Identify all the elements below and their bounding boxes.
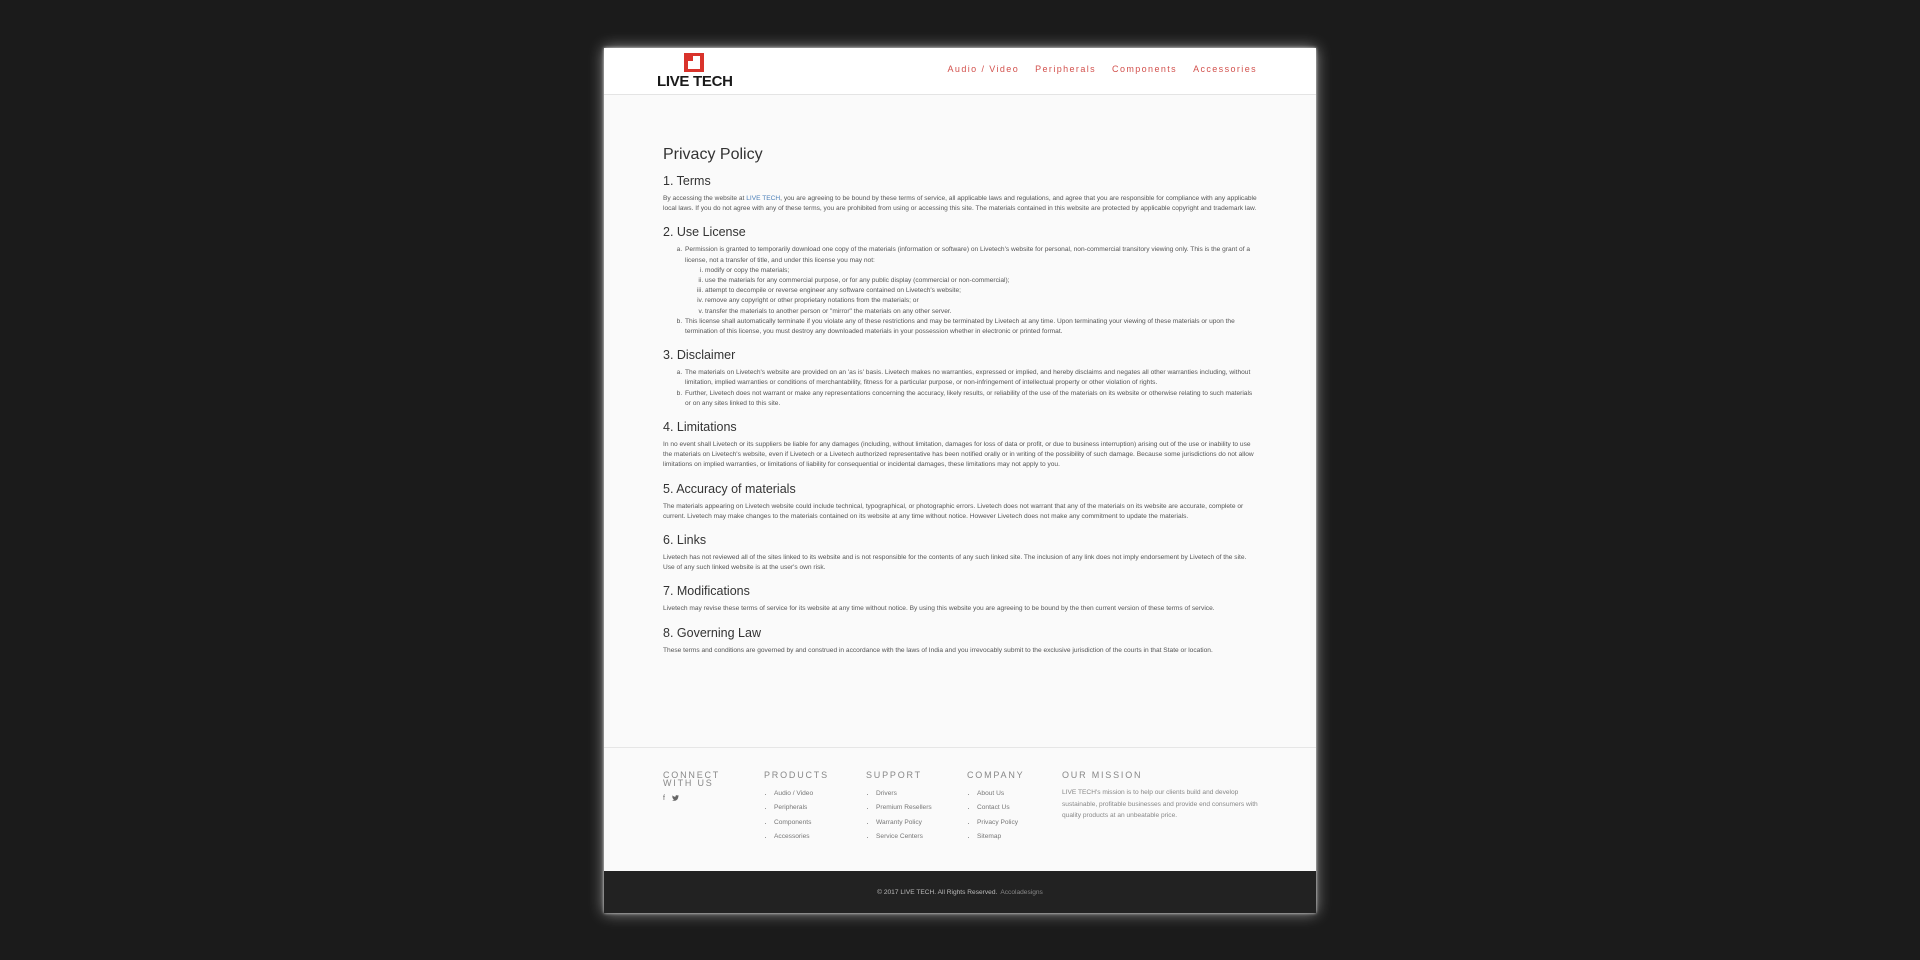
footer-heading-line: CONNECT xyxy=(663,770,721,780)
footer-products xyxy=(764,771,829,844)
list-item: v. transfer the materials to another person or "mirror" the materials on any other server. xyxy=(705,307,1257,317)
list-item-text: Permission is granted to temporarily download one copy of the materials (information or software) on Livetech's website for personal, non-commercial transitory viewing only. This is the grant of a license, not a transfer of title, and under this license you may not: xyxy=(685,246,1251,264)
footer-list xyxy=(866,787,932,844)
section-modifications xyxy=(663,583,1257,614)
section-text xyxy=(663,194,1257,214)
list-item: a. The materials on Livetech's website are provided on an 'as is' basis. Livetech makes no warranties, expressed or implied, and hereby disclaims and negates all other warranties including, without limitation, implied warranties or conditions of merchantability, fitness for a particular purpose, or non-infringement of intellectual property or other violation of rights. xyxy=(684,368,1257,388)
logo-mark-icon xyxy=(684,53,704,72)
footer-link[interactable]: • Contact Us xyxy=(977,801,1024,815)
footer-link[interactable]: • Peripherals xyxy=(774,801,829,815)
footer-support xyxy=(866,771,932,844)
footer-link[interactable]: • Accessories xyxy=(774,830,829,844)
footer-company xyxy=(967,771,1024,844)
list-item: iv. remove any copyright or other proprietary notations from the materials; or xyxy=(705,296,1257,306)
policy-content xyxy=(663,145,1257,666)
footer-mission xyxy=(1062,771,1262,822)
social-links xyxy=(663,795,720,803)
list-item: iii. attempt to decompile or reverse engineer any software contained on Livetech's website; xyxy=(705,286,1257,296)
section-heading: 1. Terms xyxy=(663,174,711,188)
page-title: Privacy Policy xyxy=(663,146,763,163)
footer-list xyxy=(764,787,829,844)
footer-link[interactable]: • Sitemap xyxy=(977,830,1024,844)
section-heading: 3. Disclaimer xyxy=(663,348,736,363)
main-nav xyxy=(948,64,1257,74)
designer-credit-link[interactable]: Accoladesigns xyxy=(1000,888,1043,896)
brand-name: LIVE TECH xyxy=(657,73,733,90)
section-text: Livetech may revise these terms of service for its website at any time without notice. By using this website you are agreeing to be bound by the then current version of these terms of service. xyxy=(663,605,1215,613)
list-item: b. This license shall automatically terminate if you violate any of these restrictions and may be terminated by Livetech at any time. Upon terminating your viewing of these materials or upon the termination of this license, you must destroy any downloaded materials in your possession whether in electronic or printed format. xyxy=(684,317,1257,337)
footer-link[interactable]: • Privacy Policy xyxy=(977,816,1024,830)
section-terms xyxy=(663,173,1257,214)
terms-text-end: , you are agreeing to be bound by these terms of service, all applicable laws and regulations, and agree that you are responsible for compliance with any applicable local laws. If you do not agree with any of these terms, you are prohibited from using or accessing this site. The materials contained in this website are protected by applicable copyright and trademark law. xyxy=(663,195,1257,213)
site-link[interactable]: LIVE TECH xyxy=(746,195,781,202)
disclaimer-list xyxy=(663,368,1257,409)
nav-accessories[interactable]: Accessories xyxy=(1193,64,1257,74)
list-item: i. modify or copy the materials; xyxy=(705,266,1257,276)
list-item xyxy=(684,245,1257,316)
footer-link[interactable]: • Service Centers xyxy=(876,830,932,844)
nav-components[interactable]: Components xyxy=(1112,64,1178,74)
section-heading: 7. Modifications xyxy=(663,584,750,599)
section-text: Livetech has not reviewed all of the sites linked to its website and is not responsible for the contents of any such linked site. The inclusion of any link does not imply endorsement by Livetech of the site. Use of any such linked website is at the user's own risk. xyxy=(663,554,1247,572)
section-limitations xyxy=(663,419,1257,471)
brand-logo[interactable] xyxy=(657,53,737,91)
section-governing-law xyxy=(663,625,1257,656)
list-item: b. Further, Livetech does not warrant or make any representations concerning the accuracy, likely results, or reliability of the use of the materials on its website or otherwise relating to such materials or on any sites linked to this site. xyxy=(684,389,1257,409)
section-accuracy xyxy=(663,481,1257,522)
section-heading: 2. Use License xyxy=(663,225,746,240)
page-container xyxy=(604,48,1316,913)
footer-link[interactable]: • Warranty Policy xyxy=(876,816,932,830)
twitter-icon[interactable] xyxy=(672,795,679,803)
section-disclaimer xyxy=(663,347,1257,409)
facebook-icon[interactable]: f xyxy=(663,795,665,802)
footer-heading: PRODUCTS xyxy=(764,770,829,780)
mission-text: LIVE TECH's mission is to help our clients build and develop sustainable, profitable businesses and provide end consumers with quality products at an unbeatable price. xyxy=(1062,789,1258,819)
section-text: These terms and conditions are governed by and construed in accordance with the laws of India and you irrevocably submit to the exclusive jurisdiction of the courts in that State or location. xyxy=(663,646,1213,654)
footer-heading: OUR MISSION xyxy=(1062,770,1143,780)
footer-link[interactable]: • Premium Resellers xyxy=(876,801,932,815)
license-sublist xyxy=(685,266,1257,317)
list-item: ii. use the materials for any commercial purpose, or for any public display (commercial or non-commercial); xyxy=(705,276,1257,286)
terms-text-start: By accessing the website at xyxy=(663,195,747,202)
footer-heading-line: WITH US xyxy=(663,778,714,788)
footer-link[interactable]: • Drivers xyxy=(876,787,932,801)
license-list xyxy=(663,245,1257,337)
section-text: In no event shall Livetech or its suppliers be liable for any damages (including, without limitation, damages for loss of data or profit, or due to business interruption) arising out of the use or inability to use the materials on Livetech's website, even if Livetech or a Livetech authorized representative has been notified orally or in writing of the possibility of such damage. Because some jurisdictions do not allow limitations on implied warranties, or limitations of liability for consequential or incidental damages, these limitations may not apply to you. xyxy=(663,441,1254,469)
section-text: The materials appearing on Livetech website could include technical, typographical, or photographic errors. Livetech does not warrant that any of the materials on its website are accurate, complete or current. Livetech may make changes to the materials contained on its website at any time without notice. However Livetech does not make any commitment to update the materials. xyxy=(663,502,1244,520)
footer-heading: SUPPORT xyxy=(866,770,922,780)
section-heading: 4. Limitations xyxy=(663,420,737,435)
footer-heading xyxy=(663,771,720,787)
section-heading: 6. Links xyxy=(663,533,707,548)
copyright-text: © 2017 LIVE TECH. All Rights Reserved. xyxy=(877,888,998,896)
section-heading: 5. Accuracy of materials xyxy=(663,481,796,496)
footer-list xyxy=(967,787,1024,844)
footer-link[interactable]: • Audio / Video xyxy=(774,787,829,801)
section-heading: 8. Governing Law xyxy=(663,625,761,640)
footer-link[interactable]: • Components xyxy=(774,816,829,830)
footer-link[interactable]: • About Us xyxy=(977,787,1024,801)
section-links xyxy=(663,532,1257,573)
footer-connect xyxy=(663,771,720,803)
footer-divider xyxy=(604,747,1316,748)
footer-heading: COMPANY xyxy=(967,770,1025,780)
site-header xyxy=(604,48,1316,95)
copyright-bar xyxy=(604,871,1316,913)
section-use-license xyxy=(663,224,1257,337)
nav-audio-video[interactable]: Audio / Video xyxy=(947,64,1020,74)
nav-peripherals[interactable]: Peripherals xyxy=(1035,64,1097,74)
